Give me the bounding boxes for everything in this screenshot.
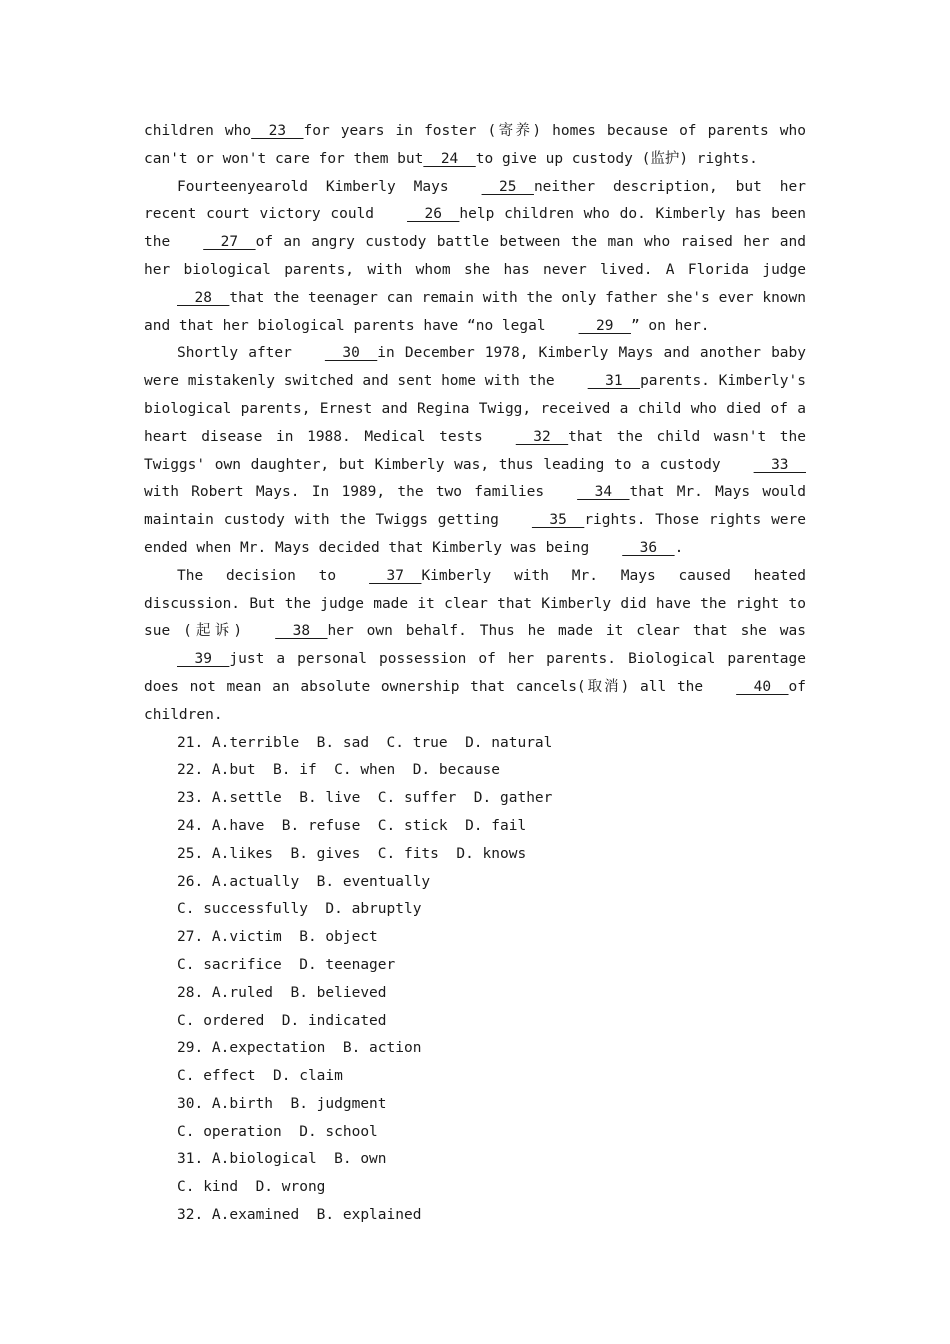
passage-text: of children. <box>144 678 806 723</box>
passage-text: her own behalf. Thus he made it clear that she was <box>327 623 806 640</box>
blank-number: 33 <box>753 456 806 473</box>
option-line: C. operation D. school <box>177 1123 378 1140</box>
blank-number: 40 <box>736 678 789 695</box>
option-line: 22. A.but B. if C. when D. because <box>177 762 501 779</box>
option-line: 30. A.birth B. judgment <box>177 1095 387 1112</box>
blank-number: 23 <box>251 123 304 139</box>
option-line: 26. A.actually B. eventually <box>177 873 431 890</box>
passage-text: to give up custody (监护) rights. <box>475 150 758 167</box>
blank-number: 26 <box>407 206 460 223</box>
passage-text: that the child wasn't the Twiggs' own daughter, but Kimberly was, thus leading to a custody <box>144 428 806 473</box>
blank-number: 28 <box>177 289 230 306</box>
option-line: 32. A.examined B. explained <box>177 1207 422 1224</box>
blank-number: 38 <box>275 623 328 640</box>
passage <box>144 118 806 730</box>
passage-text: that Mr. Mays would maintain custody with the Twiggs getting <box>144 484 806 529</box>
passage-paragraph <box>144 340 806 562</box>
answer-options-list <box>144 730 806 1230</box>
passage-text: with Robert Mays. In 1989, the two families <box>144 484 545 501</box>
passage-text: Kimberly with Mr. Mays caused heated discussion. But the judge made it clear that Kimberly did have the right to sue (起诉) <box>144 567 806 640</box>
blank-number: 37 <box>369 567 422 584</box>
passage-paragraph <box>144 174 806 341</box>
passage-text: parents. Kimberly's biological parents, Ernest and Regina Twigg, received a child who died of a heart disease in 1988. Medical tests <box>144 373 806 445</box>
option-line: 24. A.have B. refuse C. stick D. fail <box>177 817 527 834</box>
passage-text: that the teenager can remain with the only father she's ever known and that her biological parents have “no legal <box>144 289 806 334</box>
blank-number: 32 <box>515 428 569 445</box>
option-line: 23. A.settle B. live C. suffer D. gather <box>177 790 553 807</box>
document-page <box>144 118 806 1230</box>
blank-number: 24 <box>423 150 476 167</box>
option-line: 25. A.likes B. gives C. fits D. knows <box>177 845 527 862</box>
passage-text: ” on her. <box>630 317 710 334</box>
blank-number: 36 <box>622 539 675 556</box>
blank-number: 27 <box>203 234 256 251</box>
passage-text: children who <box>144 123 252 139</box>
passage-paragraph <box>144 118 806 174</box>
option-line: 31. A.biological B. own <box>177 1151 387 1168</box>
blank-number: 25 <box>481 178 534 195</box>
option-line: 21. A.terrible B. sad C. true D. natural <box>177 734 553 751</box>
blank-number: 34 <box>577 484 630 501</box>
passage-text: Fourteenyearold Kimberly Mays <box>177 178 449 195</box>
passage-text: help children who do. Kimberly has been the <box>144 206 806 251</box>
option-line: C. ordered D. indicated <box>177 1012 387 1029</box>
blank-number: 29 <box>578 317 631 334</box>
passage-text: of an angry custody battle between the man who raised her and her biological parents, with whom she has never lived. A Florida judge <box>144 234 806 278</box>
option-line: C. sacrifice D. teenager <box>177 956 396 973</box>
passage-text: for years in foster (寄养) homes because of parents who can't or won't care for them but <box>144 123 807 167</box>
option-line: 29. A.expectation B. action <box>177 1040 422 1057</box>
blank-number: 39 <box>177 651 230 668</box>
option-line: 28. A.ruled B. believed <box>177 984 387 1001</box>
passage-text: neither description, but her recent court victory could <box>144 178 806 223</box>
option-line: 27. A.victim B. object <box>177 929 378 946</box>
passage-text: . <box>674 539 684 556</box>
passage-paragraph <box>144 563 806 730</box>
blank-number: 30 <box>324 345 378 362</box>
blank-number: 35 <box>531 512 585 529</box>
option-line: C. kind D. wrong <box>177 1179 326 1196</box>
option-line: C. effect D. claim <box>177 1068 343 1085</box>
passage-text: in December 1978, Kimberly Mays and another baby were mistakenly switched and sent home with the <box>144 345 806 390</box>
passage-text: The decision to <box>177 567 337 584</box>
passage-text: just a personal possession of her parents. Biological parentage does not mean an absolute ownership that cancels(取消) all the <box>144 651 806 695</box>
passage-text: Shortly after <box>177 345 292 362</box>
blank-number: 31 <box>587 373 641 390</box>
option-line: C. successfully D. abruptly <box>177 901 422 918</box>
passage-text: rights. Those rights were ended when Mr. Mays decided that Kimberly was being <box>144 512 806 556</box>
